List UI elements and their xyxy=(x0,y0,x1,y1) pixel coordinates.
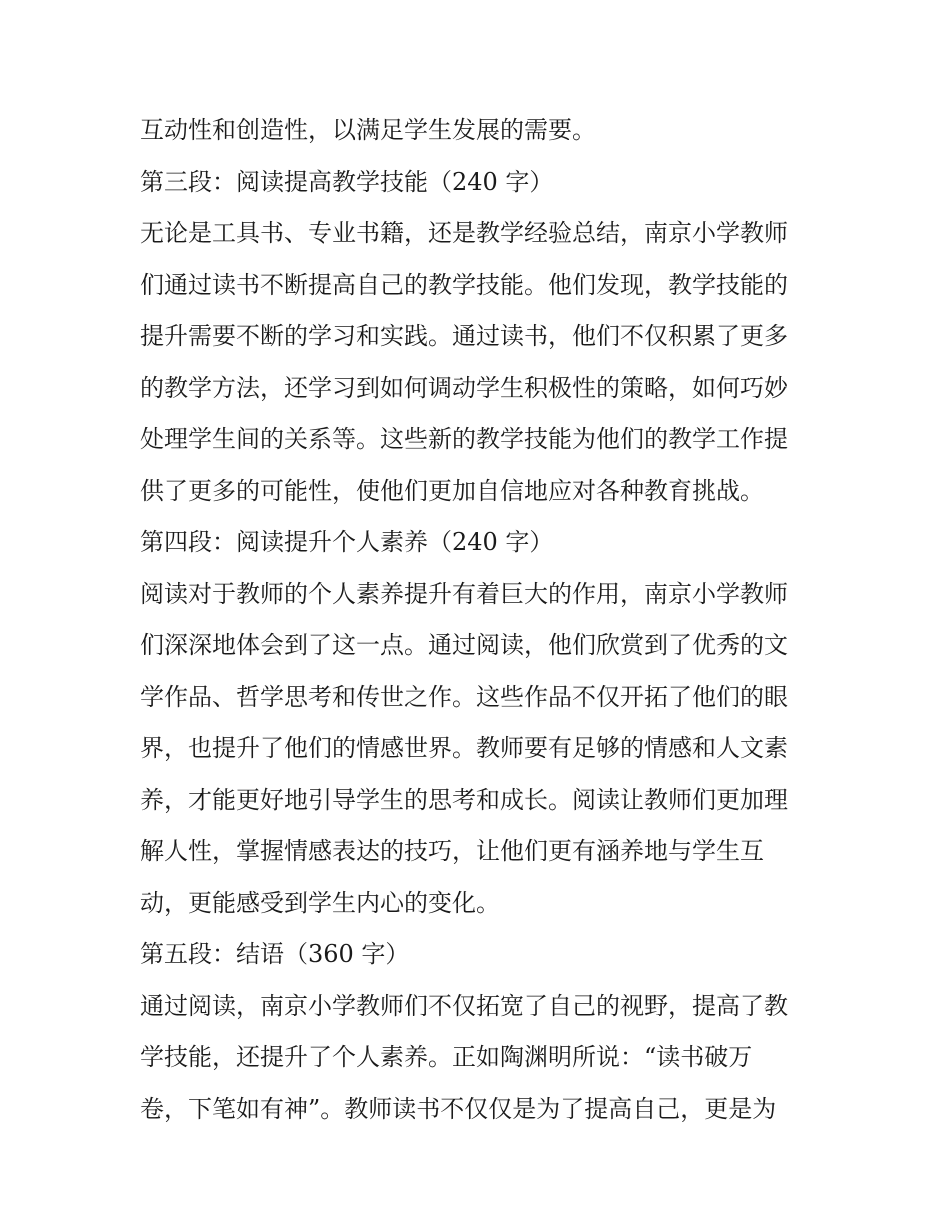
document-body xyxy=(140,105,820,1135)
paragraph-line: 的教学方法，还学习到如何调动学生积极性的策略，如何巧妙 xyxy=(140,373,788,402)
paragraph-line: 通过阅读，南京小学教师们不仅拓宽了自己的视野，提高了教 xyxy=(140,991,788,1020)
paragraph-line: 阅读对于教师的个人素养提升有着巨大的作用，南京小学教师 xyxy=(140,579,788,608)
paragraph-line: 学技能，还提升了个人素养。正如陶渊明所说：“读书破万 xyxy=(140,1043,753,1071)
paragraph-line: 处理学生间的关系等。这些新的教学技能为他们的教学工作提 xyxy=(140,425,788,453)
paragraph-line: 提升需要不断的学习和实践。通过读书，他们不仅积累了更多 xyxy=(140,322,788,350)
paragraph-line: 供了更多的可能性，使他们更加自信地应对各种教育挑战。 xyxy=(140,476,764,505)
paragraph-line: 养，才能更好地引导学生的思考和成长。阅读让教师们更加理 xyxy=(140,785,788,814)
paragraph-line: 卷，下笔如有神”。教师读书不仅仅是为了提高自己，更是为 xyxy=(140,1094,777,1123)
paragraph-line: 无论是工具书、专业书籍，还是教学经验总结，南京小学教师 xyxy=(140,219,788,247)
section-heading: 第三段：阅读提高教学技能（240 字） xyxy=(140,167,554,196)
paragraph-line: 们深深地体会到了这一点。通过阅读，他们欣赏到了优秀的文 xyxy=(140,631,788,659)
section-heading: 第四段：阅读提升个人素养（240 字） xyxy=(140,528,554,556)
paragraph-line: 界，也提升了他们的情感世界。教师要有足够的情感和人文素 xyxy=(140,734,788,762)
paragraph-line: 学作品、哲学思考和传世之作。这些作品不仅开拓了他们的眼 xyxy=(140,682,788,711)
paragraph-line: 互动性和创造性，以满足学生发展的需要。 xyxy=(140,116,596,144)
paragraph-line: 解人性，掌握情感表达的技巧，让他们更有涵养地与学生互 xyxy=(140,837,764,865)
section-heading: 第五段：结语（360 字） xyxy=(140,940,410,968)
paragraph-line: 动，更能感受到学生内心的变化。 xyxy=(140,888,500,917)
paragraph-line: 们通过读书不断提高自己的教学技能。他们发现，教学技能的 xyxy=(140,270,788,299)
